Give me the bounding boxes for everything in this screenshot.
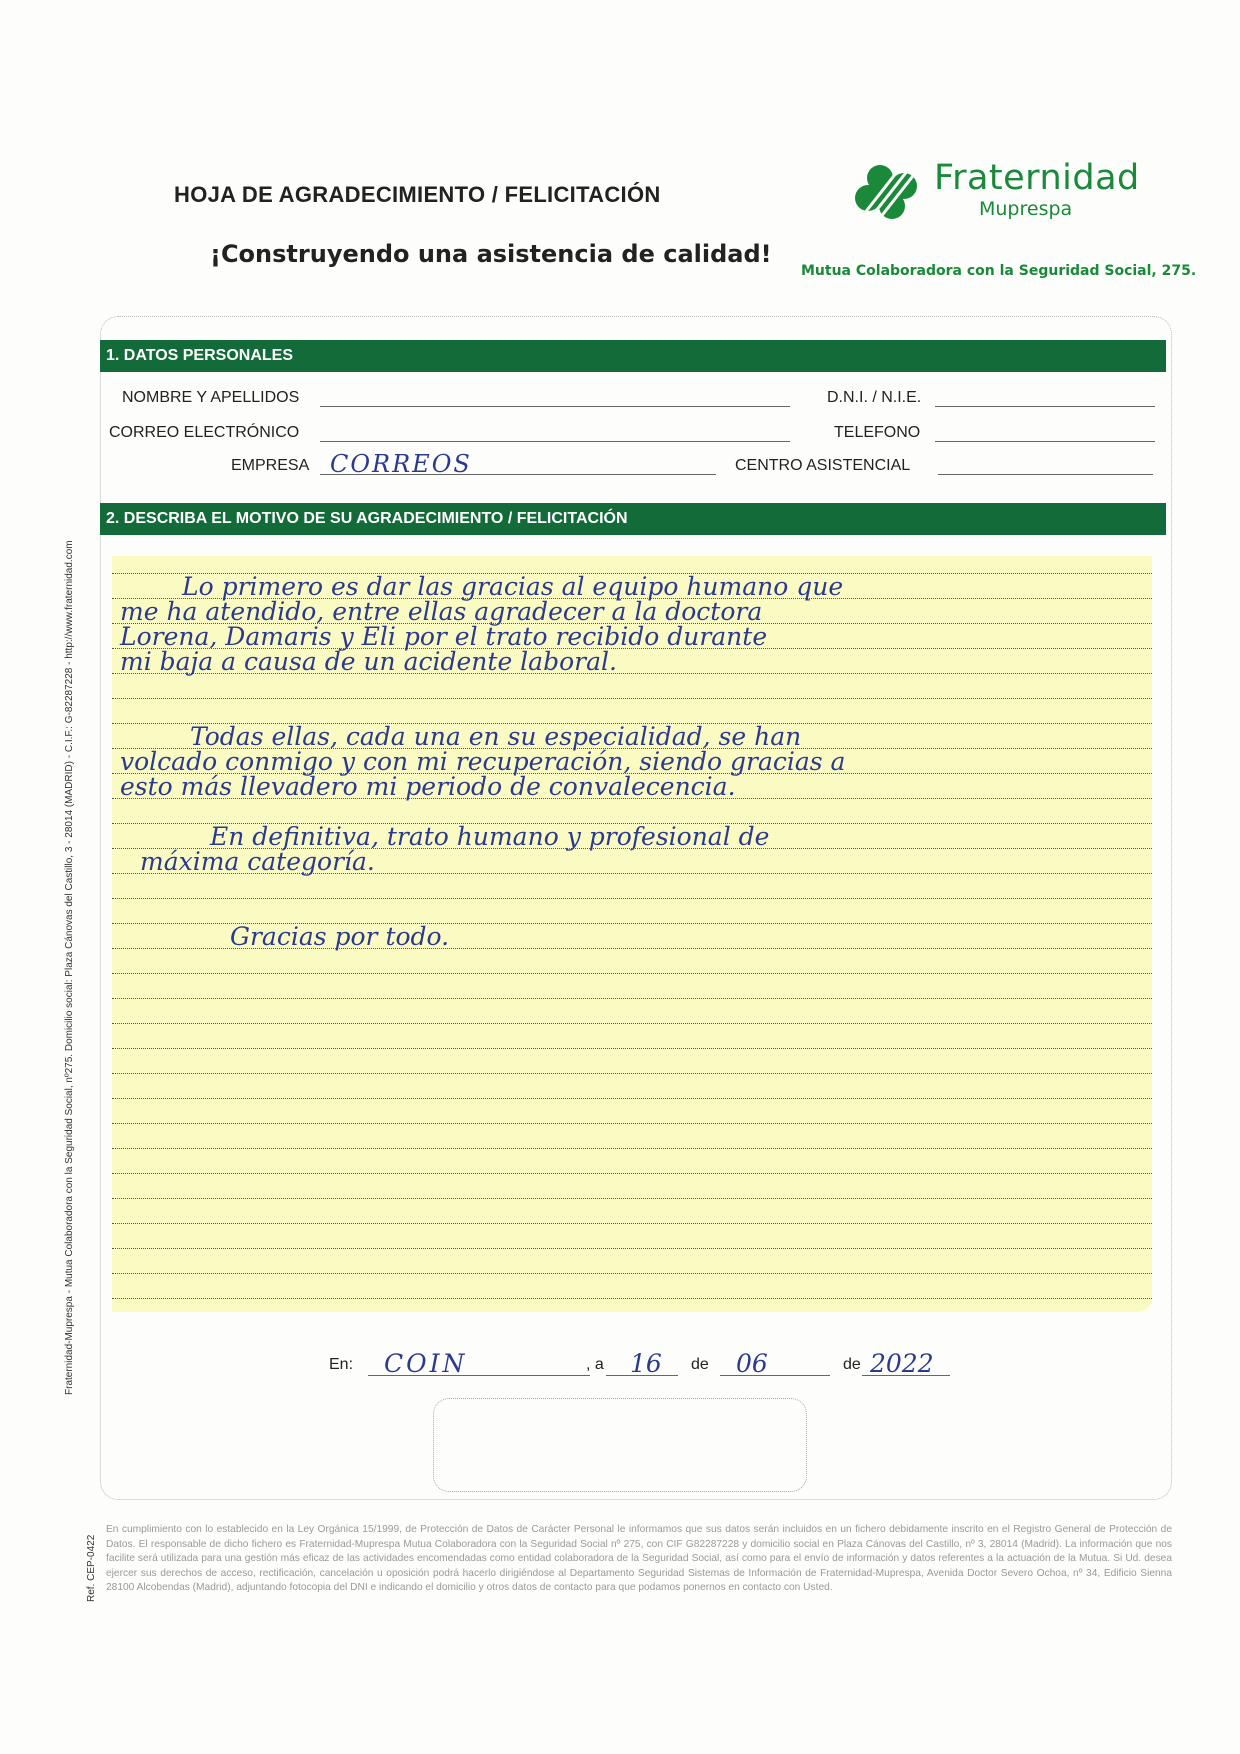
rule-line	[112, 1098, 1152, 1099]
nombre-field[interactable]	[320, 380, 790, 407]
centro-field[interactable]	[938, 448, 1153, 475]
place-field[interactable]	[368, 1349, 590, 1376]
data-protection-notice: En cumplimiento con lo establecido en la Ley Orgánica 15/1999, de Protección de Datos de Carácter Personal le informamos que sus datos serán incluidos en un fichero debidamente inscrito en el Registro General de Protección de Datos. El responsable de dicho fichero es Fraternidad-Muprespa Mutua Colaboradora con la Seguridad Social nº 275, con CIF G82287228 y domicilio social en Plaza Cánovas del Castillo, nº 3, 28014 (Madrid). La información que nos facilite será utilizada para una gestión más eficaz de las actividades encomendadas como entidad colaboradora de la Seguridad Social, así como para el envío de información y datos referentes a la actuación de la Mutua. Si Ud. desea ejercer sus derechos de acceso, rectificación, cancelación u oposición podrá hacerlo dirigiéndose al Departamento Seguridad Sistemas de Información de Fraternidad-Muprespa, Avenida Doctor Severo Ochoa, nº 34, Edificio Sienna 28100 Alcobendas (Madrid), adjuntando fotocopia del DNI e indicando el domicilio y otros datos de contacto para que podamos ponernos en contacto con Usted.	[106, 1524, 1172, 1594]
side-legal-text: Fraternidad-Muprespa - Mutua Colaboradora con la Seguridad Social, nº275. Domicilio social: Plaza Cánovas del Castillo, 3 - 28014 (MADRID) - C.I.F.: G-82287228 - http://www.fraternidad.com	[64, 540, 75, 1395]
nombre-label: NOMBRE Y APELLIDOS	[122, 389, 300, 406]
empresa-label: EMPRESA	[231, 457, 310, 474]
logo-sub-text: Muprespa	[979, 198, 1073, 220]
rule-line	[112, 1073, 1152, 1074]
mutua-line: Mutua Colaboradora con la Seguridad Social, 275.	[801, 263, 1197, 279]
de-label-2: de	[843, 1356, 861, 1373]
rule-line	[112, 1023, 1152, 1024]
handwritten-line: Todas ellas, cada una en su especialidad, se han	[190, 722, 802, 751]
section-reason-header: 2. DESCRIBA EL MOTIVO DE SU AGRADECIMIENTO / FELICITACIÓN	[100, 503, 1166, 535]
empresa-field[interactable]	[320, 448, 716, 478]
handwritten-line: Gracias por todo.	[230, 922, 450, 951]
year-field[interactable]	[862, 1349, 950, 1376]
month-value: 06	[736, 1349, 768, 1378]
a-label: , a	[586, 1356, 604, 1373]
handwritten-line: me ha atendido, entre ellas agradecer a la doctora	[120, 597, 763, 626]
centro-label: CENTRO ASISTENCIAL	[735, 457, 911, 474]
logo-brand-text: Fraternidad	[934, 158, 1140, 198]
signature-box[interactable]	[433, 1398, 807, 1492]
handwritten-line: En definitiva, trato humano y profesional de	[210, 822, 770, 851]
telefono-field[interactable]	[935, 415, 1155, 442]
handwritten-line: volcado conmigo y con mi recuperación, siendo gracias a	[120, 747, 846, 776]
rule-line	[112, 1173, 1152, 1174]
rule-line	[112, 998, 1152, 999]
handwritten-line: mi baja a causa de un acidente laboral.	[120, 647, 617, 676]
handwritten-line: Lo primero es dar las gracias al equipo humano que	[182, 572, 844, 601]
empresa-value: CORREOS	[330, 450, 472, 478]
document-subtitle: ¡Construyendo una asistencia de calidad!	[210, 240, 772, 268]
rule-line	[112, 898, 1152, 899]
reference-code: Ref. CEP-0422	[86, 1534, 97, 1602]
place-value: COIN	[384, 1349, 468, 1378]
dni-field[interactable]	[935, 380, 1155, 407]
dni-label: D.N.I. / N.I.E.	[827, 389, 922, 406]
rule-line	[112, 973, 1152, 974]
month-field[interactable]	[720, 1349, 830, 1376]
day-field[interactable]	[606, 1349, 678, 1376]
rule-line	[112, 698, 1152, 699]
rule-line	[112, 1248, 1152, 1249]
correo-field[interactable]	[320, 415, 790, 442]
rule-line	[112, 1198, 1152, 1199]
rule-line	[112, 1048, 1152, 1049]
rule-line	[112, 1123, 1152, 1124]
lined-writing-area[interactable]	[112, 556, 1152, 1312]
day-value: 16	[630, 1349, 662, 1378]
rule-line	[112, 1223, 1152, 1224]
handwritten-line: esto más llevadero mi periodo de convalecencia.	[120, 772, 736, 801]
handwritten-line: máxima categoría.	[140, 847, 375, 876]
en-label: En:	[329, 1356, 354, 1373]
rule-line	[112, 1298, 1152, 1299]
rule-line	[112, 1273, 1152, 1274]
correo-label: CORREO ELECTRÓNICO	[109, 424, 300, 441]
telefono-label: TELEFONO	[834, 424, 921, 441]
document-title: HOJA DE AGRADECIMIENTO / FELICITACIÓN	[174, 182, 661, 207]
section-personal-data-header: 1. DATOS PERSONALES	[100, 340, 1166, 372]
de-label-1: de	[691, 1356, 709, 1373]
handwritten-line: Lorena, Damaris y Eli por el trato recibido durante	[120, 622, 768, 651]
year-value: 2022	[870, 1349, 934, 1378]
rule-line	[112, 1148, 1152, 1149]
